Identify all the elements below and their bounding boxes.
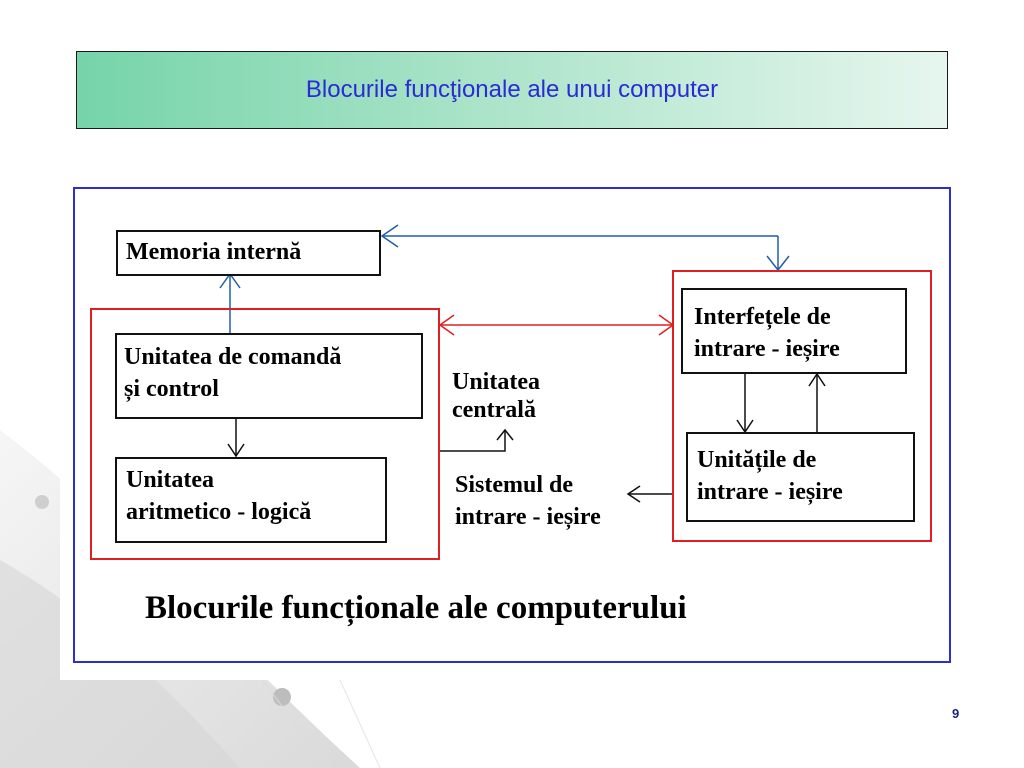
alu-label: Unitatea aritmetico - logică <box>126 467 312 525</box>
slide-title: Blocurile funcţionale ale unui computer <box>305 76 719 103</box>
memory-interfaces-link <box>382 225 789 270</box>
memory-label: Memoria internă <box>126 239 302 265</box>
io-interfaces-label: Interfețele de intrare - ieșire <box>694 304 840 362</box>
io-system-label: Sistemul de intrare - ieșire <box>455 472 601 530</box>
io-units-label: Unitățile de intrare - ieșire <box>697 447 843 505</box>
figure-caption: Blocurile funcționale ale computerului <box>145 590 687 626</box>
page-number: 9 <box>952 706 960 721</box>
control-unit-label: Unitatea de comandă și control <box>124 344 342 402</box>
cpu-label: Unitatea centrală <box>452 369 540 423</box>
io-system-pointer <box>628 486 673 502</box>
cpu-io-link <box>440 315 673 335</box>
cpu-label-pointer <box>440 430 513 451</box>
